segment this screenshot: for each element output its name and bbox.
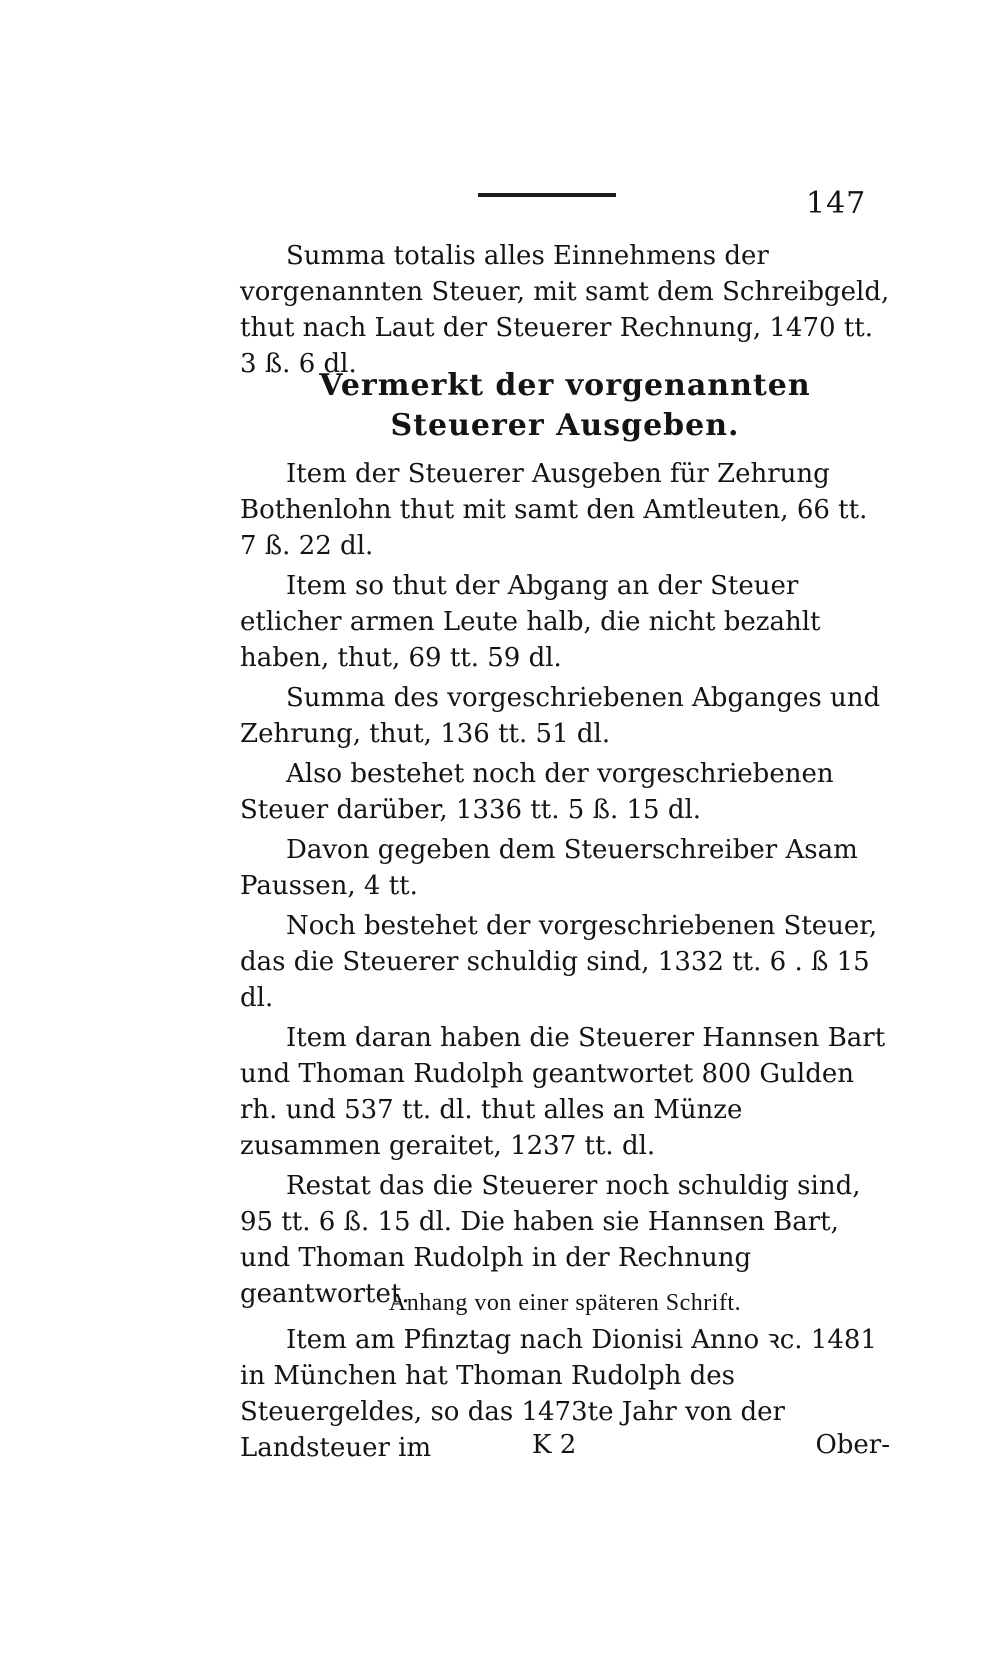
entry-paragraph: Item daran haben die Steuerer Hannsen Bart und Thoman Rudolph geantwortet 800 Gulden rh. und 537 tt. dl. thut alles an Münze zusammen geraitet, 1237 tt. dl. — [240, 1023, 886, 1161]
page-footer — [240, 1430, 890, 1466]
appendix-paragraph: Item am Pfinztag nach Dionisi Anno ꝛc. 1481 in München hat Thoman Rudolph des Steuergeldes, so das 1473te Jahr von der Landsteuer im — [240, 1325, 877, 1463]
header-rule — [478, 193, 616, 197]
entry-paragraph: Restat das die Steuerer noch schuldig sind, 95 tt. 6 ß. 15 dl. Die haben sie Hannsen Bart, und Thoman Rudolph in der Rechnung geantwortet. — [240, 1171, 861, 1309]
summary-paragraph: Summa totalis alles Einnehmens der vorgenannten Steuer, mit samt dem Schreibgeld, thut nach Laut der Steuerer Rechnung, 1470 tt. 3 ß. 6 dl. — [240, 241, 890, 379]
catchword: Ober- — [815, 1430, 890, 1460]
entry-paragraph: Davon gegeben dem Steuerschreiber Asam Paussen, 4 tt. — [240, 835, 858, 901]
entry-paragraph: Item der Steuerer Ausgeben für Zehrung Bothenlohn thut mit samt den Amtleuten, 66 tt. 7 ß. 22 dl. — [240, 459, 868, 561]
entry-paragraph: Summa des vorgeschriebenen Abganges und Zehrung, thut, 136 tt. 51 dl. — [240, 683, 881, 749]
entry-paragraph: Noch bestehet der vorgeschriebenen Steuer, das die Steuerer schuldig sind, 1332 tt. 6 . ß 15 dl. — [240, 911, 878, 1013]
signature-mark: K 2 — [532, 1430, 577, 1460]
entry-paragraph: Also bestehet noch der vorgeschriebenen Steuer darüber, 1336 tt. 5 ß. 15 dl. — [240, 759, 834, 825]
entry-paragraph: Item so thut der Abgang an der Steuer etlicher armen Leute halb, die nicht bezahlt haben, thut, 69 tt. 59 dl. — [240, 571, 821, 673]
entries — [240, 456, 890, 1312]
section-heading: Vermerkt der vorgenannten Steuerer Ausgeben. — [319, 368, 811, 443]
page-number: 147 — [806, 186, 867, 221]
appendix-title: Anhang von einer späteren Schrift. — [388, 1290, 742, 1316]
